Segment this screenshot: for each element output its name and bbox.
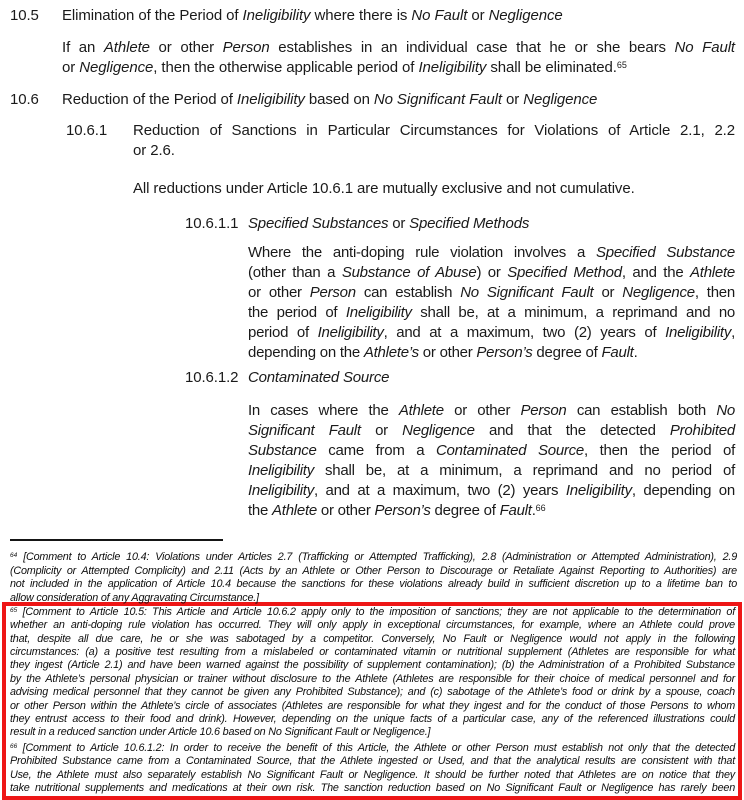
- section-heading-text: Reduction of the Period of Ineligibility based on No Significant Fault or Negligence: [62, 91, 598, 108]
- text-line: by the Athlete’s personal physician or trainer without disclosure to the Athlete (Athletes are responsible for their choice of medical personnel and for: [10, 672, 735, 685]
- text-line: they entrust access to their food and drink). However, depending on the unique facts of a particular case, any of the referenced illustrations could: [10, 713, 735, 726]
- section-10-5-paragraph: [62, 38, 735, 78]
- text-line: result in a reduced sanction under Article 10.6 based on No Significant Fault or Negligence.]: [10, 726, 431, 739]
- section-10-6-1-1-heading: [0, 214, 744, 234]
- text-line: that, despite all due care, he or she was sabotaged by a competitor. Conversely, No Fault or Negligence would not apply in the following: [10, 632, 735, 645]
- text-line: allow consideration of any Aggravating Circumstance.]: [10, 592, 259, 605]
- section-10-6-1-paragraph: [133, 179, 735, 199]
- footnote-66: [10, 742, 735, 796]
- text-line: Use, the Athlete must also separately establish No Significant Fault or Negligence. It should be further noted that Athletes are on notice that they: [10, 768, 735, 781]
- text-line: All reductions under Article 10.6.1 are mutually exclusive and not cumulative.: [133, 180, 635, 197]
- section-heading-text: Contaminated Source: [248, 369, 390, 386]
- section-10-5-heading: [0, 6, 744, 26]
- text-line: Significant Fault or Negligence and that the detected Prohibited: [248, 422, 735, 439]
- text-line: In cases where the Athlete or other Person can establish both No: [248, 402, 735, 419]
- text-line: or Negligence, then the otherwise applicable period of Ineligibility shall be eliminated.$^{65}$: [62, 59, 627, 76]
- text-line: Ineligibility shall be, at a minimum, a reprimand and no period of: [248, 462, 735, 479]
- section-number: 10.6: [10, 91, 39, 108]
- footnote-64: [10, 551, 737, 606]
- text-line: take nutritional supplements and medications at their own risk. The sanction reduction based on No Significant Fault or Negligence has rarely been: [10, 782, 735, 795]
- text-line: (Complicity or Attempted Complicity) and 2.11 (Acts by an Athlete or Other Person to Discourage or Retaliate Against Reporting to Authorities) are: [10, 564, 737, 577]
- section-heading-text: Elimination of the Period of Ineligibility where there is No Fault or Negligence: [62, 7, 563, 24]
- text-line: Substance came from a Contaminated Source, then the period of: [248, 442, 735, 459]
- text-line: the Athlete or other Person’s degree of Fault.$^{66}$: [248, 502, 546, 519]
- highlight-annotation-box: [2, 602, 742, 800]
- text-line: Where the anti-doping rule violation involves a Specified Substance: [248, 244, 735, 261]
- section-heading-text: Specified Substances or Specified Methods: [248, 215, 530, 232]
- text-line: period of Ineligibility, and at a maximum, two (2) years of Ineligibility,: [248, 324, 735, 341]
- text-line: $^{65}$ [Comment to Article 10.5: This Article and Article 10.6.2 apply only to the imposition of sanctions; they are not applicable to the determination of: [10, 605, 735, 618]
- text-line: whether an anti-doping rule violation has occurred. They will only apply in exceptional circumstances, for example, where an Athlete could prove: [10, 619, 735, 632]
- text-line: not included in the application of Article 10.4 because the sanctions for these violations already build in sufficient discretion up to a lifetime ban to: [10, 578, 737, 591]
- text-line: or 2.6.: [133, 142, 175, 159]
- text-line: Reduction of Sanctions in Particular Circumstances for Violations of Article 2.1, 2.2: [133, 122, 735, 139]
- text-line: $^{66}$ [Comment to Article 10.6.1.2: In order to receive the benefit of this Article, the Athlete or other Person must establish not only that the detected: [10, 741, 735, 754]
- text-line: advising medical personnel that they cannot be given any Prohibited Substance); and (c) sabotage of the Athlete’s food or drink by a spouse, coach: [10, 686, 735, 699]
- section-10-6-heading: [0, 90, 744, 110]
- text-line: depending on the Athlete’s or other Person’s degree of Fault.: [248, 344, 638, 361]
- text-line: circumstances: (a) a positive test resulting from a mislabeled or contaminated vitamin or nutritional supplement (Athletes are responsible for what: [10, 646, 735, 659]
- text-line: Prohibited Substance came from a Contaminated Source, that the Athlete ingested or Used, and that the analytical results are consistent with that: [10, 755, 735, 768]
- section-number: 10.6.1.2: [185, 369, 239, 386]
- section-10-6-1-1-paragraph: [248, 243, 735, 363]
- section-heading-text: [133, 121, 735, 161]
- text-line: or other Person within the Athlete’s circle of associates (Athletes are responsible for what they ingest and for the conduct of those Persons to whom: [10, 699, 735, 712]
- section-10-6-1-2-paragraph: [248, 401, 735, 521]
- section-number: 10.5: [10, 7, 39, 24]
- section-10-6-1-2-heading: [0, 368, 744, 388]
- text-line: (other than a Substance of Abuse) or Specified Method, and the Athlete: [248, 264, 735, 281]
- text-line: Ineligibility, and at a maximum, two (2) years Ineligibility, depending on: [248, 482, 735, 499]
- section-number: 10.6.1.1: [185, 215, 239, 232]
- text-line: the period of Ineligibility shall be, at a minimum, a reprimand and no: [248, 304, 736, 321]
- section-10-6-1-heading: [0, 121, 744, 161]
- text-line: they ingest (Article 2.1) and have been warned against the possibility of supplement contamination); (b) the Administration of a Prohibited Substance: [10, 659, 735, 672]
- footnote-separator-rule: [10, 539, 223, 541]
- text-line: $^{64}$ [Comment to Article 10.4: Violations under Articles 2.7 (Trafficking or Attempted Trafficking), 2.8 (Administration or Attempted Administration), 2.9: [10, 551, 737, 563]
- text-line: or other Person can establish No Significant Fault or Negligence, then: [248, 284, 735, 301]
- text-line: If an Athlete or other Person establishes in an individual case that he or she bears No Fault: [62, 39, 735, 56]
- footnote-65: [10, 606, 735, 740]
- section-number: 10.6.1: [66, 122, 108, 139]
